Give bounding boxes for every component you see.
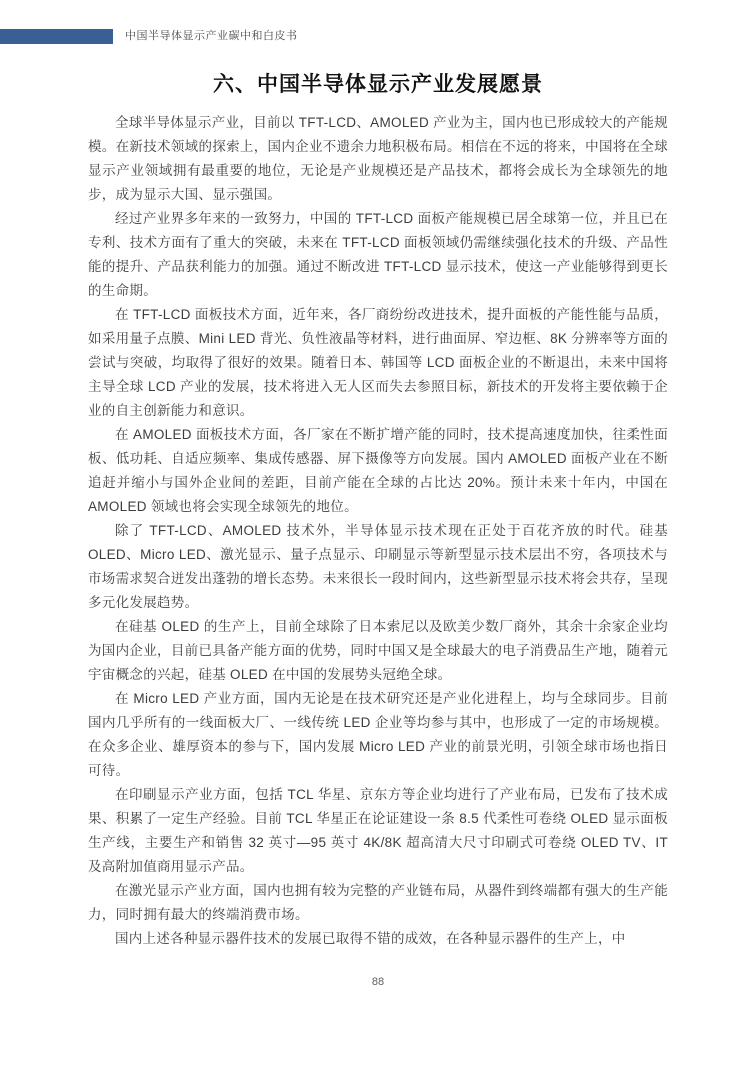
body-paragraph: 在 TFT-LCD 面板技术方面，近年来，各厂商纷纷改进技术，提升面板的产能性能与品质，如采用量子点膜、Mini LED 背光、负性液晶等材料，进行曲面屏、窄边框、8K 分辨率等方面的尝试与突破，均取得了很好的效果。随着日本、韩国等 LCD 面板企业的不断退出，未来中国将主导全球 LCD 产业的发展，技术将进入无人区而失去参照目标，新技术的开发将主要依赖于企业的自主创新能力和意识。	[88, 307, 668, 418]
document-body	[88, 70, 668, 951]
page-title: 六、中国半导体显示产业发展愿景	[213, 73, 543, 96]
body-paragraph: 经过产业界多年来的一致努力，中国的 TFT-LCD 面板产能规模已居全球第一位，并且已在专利、技术方面有了重大的突破，未来在 TFT-LCD 面板领域仍需继续强化技术的升级、产品性能的提升、产品获利能力的加强。通过不断改进 TFT-LCD 显示技术，使这一产业能够得到更长的生命期。	[88, 211, 668, 298]
header-accent-bar	[0, 29, 113, 44]
body-paragraph: 在 AMOLED 面板技术方面，各厂家在不断扩增产能的同时，技术提高速度加快，往柔性面板、低功耗、自适应频率、集成传感器、屏下摄像等方向发展。国内 AMOLED 面板产业在不断追赶并缩小与国外企业间的差距，目前产能在全球的占比达 20%。预计未来十年内，中国在 AMOLED 领域也将会实现全球领先的地位。	[88, 427, 668, 514]
page-number: 88	[371, 976, 385, 988]
body-paragraph: 在激光显示产业方面，国内也拥有较为完整的产业链布局，从器件到终端都有强大的生产能力，同时拥有最大的终端消费市场。	[88, 883, 668, 922]
body-paragraph: 在硅基 OLED 的生产上，目前全球除了日本索尼以及欧美少数厂商外，其余十余家企业均为国内企业，目前已具备产能方面的优势，同时中国又是全球最大的电子消费品生产地，随着元宇宙概念的兴起，硅基 OLED 在中国的发展势头冠绝全球。	[88, 619, 668, 682]
body-paragraph: 全球半导体显示产业，目前以 TFT-LCD、AMOLED 产业为主，国内也已形成较大的产能规模。在新技术领域的探索上，国内企业不遗余力地积极布局。相信在不远的将来，中国将在全球显示产业领域拥有最重要的地位，无论是产业规模还是产品技术，都将会成长为全球领先的地步，成为显示大国、显示强国。	[88, 115, 668, 202]
body-paragraph: 国内上述各种显示器件技术的发展已取得不错的成效，在各种显示器件的生产上，中	[115, 931, 626, 946]
body-paragraph: 除了 TFT-LCD、AMOLED 技术外，半导体显示技术现在正处于百花齐放的时代。硅基OLED、Micro LED、激光显示、量子点显示、印刷显示等新型显示技术层出不穷，各项技术与市场需求契合迸发出蓬勃的增长态势。未来很长一段时间内，这些新型显示技术将会共存，呈现多元化发展趋势。	[88, 523, 668, 610]
running-header: 中国半导体显示产业碳中和白皮书	[125, 30, 298, 42]
body-paragraph: 在印刷显示产业方面，包括 TCL 华星、京东方等企业均进行了产业布局，已发布了技术成果、积累了一定生产经验。目前 TCL 华星正在论证建设一条 8.5 代柔性可卷绕 OLED 显示面板生产线，主要生产和销售 32 英寸—95 英寸 4K/8K 超高清大尺寸印刷式可卷绕 OLED TV、IT 及高附加值商用显示产品。	[88, 787, 668, 874]
body-paragraph: 在 Micro LED 产业方面，国内无论是在技术研究还是产业化进程上，均与全球同步。目前国内几乎所有的一线面板大厂、一线传统 LED 企业等均参与其中，也形成了一定的市场规模。在众多企业、雄厚资本的参与下，国内发展 Micro LED 产业的前景光明，引领全球市场也指日可待。	[88, 691, 668, 778]
